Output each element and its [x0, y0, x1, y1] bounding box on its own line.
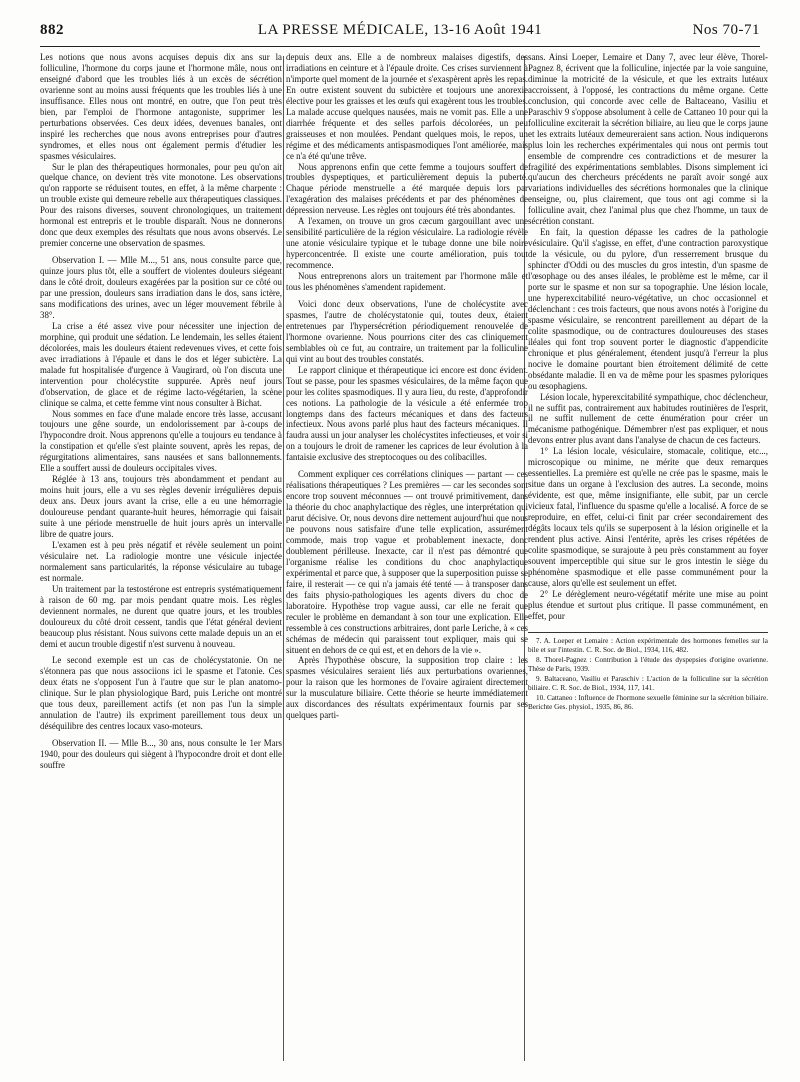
issue-date: 13-16 Août 1941	[432, 22, 543, 38]
column-divider	[283, 56, 284, 1061]
paragraph: A l'examen, on trouve un gros cæcum gargouillant avec une sensibilité particulière de la région vésiculaire. La radiologie révèle une atonie vésiculaire typique et le tubage donne une bile noire hyperconcentrée. Il existe une courte amélioration, puis tout recommence.	[286, 216, 528, 271]
running-header	[40, 20, 760, 47]
footnote: 8. Thorel-Pagnez : Contribution à l'étude des dyspepsies d'origine ovarienne. Thèse de Paris, 1939.	[528, 655, 768, 673]
text-column-1	[40, 52, 282, 1062]
footnotes	[528, 632, 768, 712]
paragraph: Le rapport clinique et thérapeutique ici encore est donc évident. Tout se passe, pour les spasmes vésiculaires, de la même façon que pour les colites spasmodiques. Il y aura lieu, du reste, d'approfondir ces notions. La pathologie de la vésicule a été enfermée trop longtemps dans des facteurs mécaniques et dans des facteurs infectieux. Nous avons parlé plus haut des facteurs mécaniques. Il faudra aussi un jour analyser les cholécystites infectieuses, et voir si on a toujours le droit de ramener les caprices de leur évolution à la fantaisie exclusive des streptocoques ou des colibacilles.	[286, 364, 528, 463]
paragraph: La crise a été assez vive pour nécessiter une injection de morphine, qui produit une sédation. Le lendemain, les selles étaient décolorées, mais les douleurs étaient redevenues vives, et cette fois avec irradiations à l'épaule et dans le dos et léger subictère. La malade fut hospitalisée d'urgence à Vaugirard, où l'on discuta une intervention pour cholécystite suppurée. Après neuf jours d'observation, de glace et de régime lacto-végétarien, la scène clinique se calma, et cette femme vint nous consulter à Bichat.	[40, 320, 282, 408]
paragraph: Nous sommes en face d'une malade encore très lasse, accusant toujours une gêne sourde, un endolorissement par à-coups de l'hypocondre droit. Nous apprenons qu'elle a toujours eu tendance à la constipation et qu'elle s'est plainte souvent, après les repas, de régurgitations alimentaires, sans nausées et sans ballonnements. Elle a souffert aussi de douleurs occipitales vives.	[40, 408, 282, 474]
paragraph: Réglée à 13 ans, toujours très abondamment et pendant au moins huit jours, elle a vu ses règles devenir irrégulières depuis deux ans. Deux jours avant la crise, elle a eu une hémorragie douloureuse pendant quarante-huit heures, hémorragie qui faisait suite à une période menstruelle de huit jours après un intervalle libre de quatre jours.	[40, 474, 282, 539]
text-column-2	[286, 52, 528, 1062]
paragraph: Un traitement par la testostérone est entrepris systématiquement à raison de 60 mg. par mois pendant quatre mois. Les règles deviennent normales, ne durent que quatre jours, et les troubles douloureux du côté droit cessent, tandis que l'état général devient beaucoup plus résistant. Nous suivons cette malade depuis un an et demi et aucun trouble digestif n'est survenu à nouveau.	[40, 583, 282, 649]
observation-1-intro: Observation I. — Mlle M..., 51 ans, nous consulte parce que, quinze jours plus tôt, elle a souffert de violentes douleurs siégeant dans le côté droit, douleurs exagérées par la position sur ce côté ou par une pression, douleurs sans irradiation dans le dos, sans ictère, sans modifications des urines, avec un léger mouvement fébrile à 38°.	[40, 255, 282, 320]
paragraph: Sur le plan des thérapeutiques hormonales, pour peu qu'on ait quelque chance, on devient très vite monotone. Les observations qu'on rapporte se réduisent toutes, en effet, à la même charpente : un trouble existe qui demeure rebelle aux thérapeutiques classiques. Pour des raisons diverses, souvent chronologiques, un traitement hormonal est entrepris et le trouble disparaît. Nous ne donnerons donc que deux exemples des résultats que nous avons observés. Le premier concerne une observation de spasmes.	[40, 161, 282, 249]
paragraph: En fait, la question dépasse les cadres de la pathologie vésiculaire. Qu'il s'agisse, en effet, d'une contraction paroxystique de la vésicule, ou du pylore, d'un resserrement brusque du sphincter d'Oddi ou des muscles du gros intestin, d'un spasme de l'œsophage ou des anses iléales, le problème est le même, car il porte sur le spasme et non sur sa topographie. Une lésion locale, une hyperexcitabilité neuro-végétative, un choc occasionnel et déclenchant : ces trois facteurs, que nous avons notés à l'origine du spasme vésiculaire, se rencontrent pareillement au départ de la colite spasmodique, ou de contractures douloureuses des stases iléales qui font trop souvent porter le diagnostic d'appendicite chronique et plus généralement, étendent jusqu'à l'erreur la plus nocive le domaine pourtant bien étroitement délimité de cette obsédante maladie. Il en va de même pour les spasmes pyloriques ou œsophagiens.	[528, 227, 768, 391]
paragraph: L'examen est à peu près négatif et révèle seulement un point vésiculaire net. La radiologie montre une vésicule injectée normalement sans particularités, la réponse vésiculaire au tubage est normale.	[40, 539, 282, 583]
paragraph: sans. Ainsi Loeper, Lemaire et Dany 7, avec leur élève, Thorel-Pagnez 8, écrivent que la folliculine, injectée par la voie sanguine, diminue la motricité de la vésicule, et que les extraits lutéaux accroissent, à l'opposé, les contractions du même organe. Cette conclusion, qui concorde avec celle de Baltaceano, Vasiliu et Paraschiv 9 s'oppose absolument à celle de Cattaneo 10 pour qui la folliculine exciterait la sécrétion biliaire, au lieu que le corps jaune et les extraits lutéaux demeureraient sans action. Nous indiquerons plus loin les recherches expérimentales qui nous ont permis tout ensemble de comprendre ces contradictions et de mesurer la fragilité des expérimentations semblables. Disons simplement ici qu'aucun des chercheurs précédents ne paraît avoir songé aux variations individuelles des sécrétions hormonales que la clinique enseigne, ou, plus clairement, que tous ont agi comme si la folliculine avait, chez l'animal plus que chez l'homme, un taux de sécrétion constant.	[528, 52, 768, 227]
journal-title-line	[40, 22, 760, 39]
observation-2-intro: Observation II. — Mlle B..., 30 ans, nous consulte le 1er Mars 1940, pour des douleurs qui siègent à l'hypocondre droit et dont elle souffre	[40, 738, 282, 771]
paragraph: Voici donc deux observations, l'une de cholécystite avec spasmes, l'autre de cholécystatonie qui, toutes deux, étaient entretenues par l'hypersécrétion périodiquement renouvelée de l'hormone ovarienne. Nous pourrions citer des cas cliniquement semblables où ce fut, au contraire, un traitement par la folliculine qui vint au bout des troubles constatés.	[286, 298, 528, 364]
text-column-3	[528, 52, 768, 1062]
paragraph: Après l'hypothèse obscure, la supposition trop claire : les spasmes vésiculaires seraient liés aux perturbations ovariennes, pour la raison que les hormones de l'ovaire agiraient directement sur la musculature biliaire. Cette théorie se heurte immédiatement aux discordances des résultats expérimentaux fournis par ses quelques parti-	[286, 655, 528, 721]
paragraph: Nous entreprenons alors un traitement par l'hormone mâle et tous les phénomènes s'amendent rapidement.	[286, 271, 528, 293]
paragraph: Les notions que nous avons acquises depuis dix ans sur la folliculine, l'hormone du corps jaune et l'hormone mâle, nous ont enseigné d'abord que les troubles liés à un excès de sécrétion ovarienne sont au moins aussi fréquents que les troubles liés à une insuffisance. Elles nous ont montré, en outre, que l'on peut très bien, par l'emploi de l'hormone antagoniste, supprimer les perturbations observées. Ces deux idées, devenues banales, ont inspiré les recherches que nous avons entreprises pour d'autres syndromes, et elles nous ont également permis d'étudier les spasmes vésiculaires.	[40, 52, 282, 161]
issue-number: Nos 70-71	[692, 22, 760, 38]
paragraph: 1° La lésion locale, vésiculaire, stomacale, colitique, etc..., microscopique ou minime, ne mérite que deux remarques essentielles. La première est qu'elle ne crée pas le spasme, mais le situe dans un organe à l'exclusion des autres. La seconde, moins évidente, est que, même insignifiante, elle subit, par un cercle vicieux fatal, l'influence du spasme qu'elle a localisé. A force de se reproduire, en effet, celui-ci finit par créer secondairement des dégâts locaux tels qu'ils se superposent à la lésion originelle et la rendent plus active. Ainsi l'entérite, après les crises répétées de colite spasmodique, se surajoute à peu près constamment au foyer souvent imperceptible qui situe sur le gros intestin le siège du phénomène spasmodique et elle passe communément pour la cause, alors qu'elle est seulement un effet.	[528, 446, 768, 588]
paragraph: Lésion locale, hyperexcitabilité sympathique, choc déclencheur, il ne suffit pas, contrairement aux habitudes routinières de l'esprit, il ne suffit nullement de cette énumération pour créer un mécanisme pathogénique. Démembrer n'est pas expliquer, et nous devons entrer plus avant dans l'analyse de chacun de ces facteurs.	[528, 391, 768, 446]
footnote: 9. Baltaceano, Vasiliu et Paraschiv : L'action de la folliculine sur la sécrétion biliaire. C. R. Soc. de Biol., 1934, 117, 141.	[528, 674, 768, 692]
page-number: 882	[40, 22, 64, 38]
footnote: 7. A. Loeper et Lemaire : Action expérimentale des hormones femelles sur la bile et sur l'intestin. C. R. Soc. de Biol., 1934, 116, 482.	[528, 636, 768, 654]
paragraph: Le second exemple est un cas de cholécystatonie. On ne s'étonnera pas que nous associions ici le spasme et l'atonie. Ces deux états ne s'opposent l'un à l'autre que sur le plan anatomo-clinique. Sur le plan physiologique Bard, puis Leriche ont montré que tous deux, pareillement actifs (et non pas l'un la simple annulation de l'autre) ils expriment pareillement tous deux un déséquilibre des centres locaux vaso-moteurs.	[40, 655, 282, 732]
footnote: 10. Cattaneo : Influence de l'hormone sexuelle féminine sur la sécrétion biliaire. Berichte Ges. physiol., 1935, 86, 86.	[528, 693, 768, 711]
paragraph: Nous apprenons enfin que cette femme a toujours souffert de troubles dyspeptiques, et particulièrement depuis la puberté. Chaque période menstruelle a été marquée depuis lors par l'exagération des malaises précédents et par des phénomènes de dépression nerveuse. Les règles ont toujours été très abondantes.	[286, 161, 528, 216]
paragraph: 2° Le dérèglement neuro-végétatif mérite une mise au point plus étendue et surtout plus critique. Il passe communément, en effet, pour	[528, 588, 768, 621]
paragraph: Comment expliquer ces corrélations cliniques — partant — ces réalisations thérapeutiques ? Les premières — car les secondes sont encore trop souvent méconnues — ont trouvé primitivement, dans la théorie du choc anaphylactique des règles, une interprétation qui parut décisive. Or, nous devons dire nettement aujourd'hui que nous ne pouvons nous satisfaire d'une telle explication, assurément commode, mais trop vague et probablement inexacte, donc doublement périlleuse. Inexacte, car il n'est pas démontré que l'organisme réalise les conditions du choc anaphylactique expérimental et parce que, à supposer que la superposition puisse se faire, il resterait — ce qui n'a jamais été tenté — à transposer dans des faits physio-pathologiques les agents divers du choc de laboratoire. Hypothèse trop vague aussi, car elle ne ferait que reculer le problème en demandant à son tour une explication. Elle ressemble à ces constructions arbitraires, dont parle Leriche, à « ces schémas de médecin qui paraissent tout expliquer, mais qui se situent en dehors de ce qui est, et en dehors de la vie ».	[286, 469, 528, 655]
paragraph: depuis deux ans. Elle a de nombreux malaises digestifs, des irradiations en ceinture et à l'épaule droite. Ces crises surviennent à n'importe quel moment de la journée et s'exaspèrent après les repas. En outre existent souvent du subictère et toujours une anorexie élective pour les graisses et les œufs qui exagèrent tous les troubles. La malade accuse quelques nausées, mais ne vomit pas. Elle a une diarrhée fréquente et des selles parfois décolorées, un peu graisseuses et non moulées. Pendant quelques mois, le repos, un régime et des médicaments antispasmodiques l'ont améliorée, mais ce n'a été qu'une trêve.	[286, 52, 528, 161]
journal-name: LA PRESSE MÉDICALE,	[257, 22, 429, 38]
